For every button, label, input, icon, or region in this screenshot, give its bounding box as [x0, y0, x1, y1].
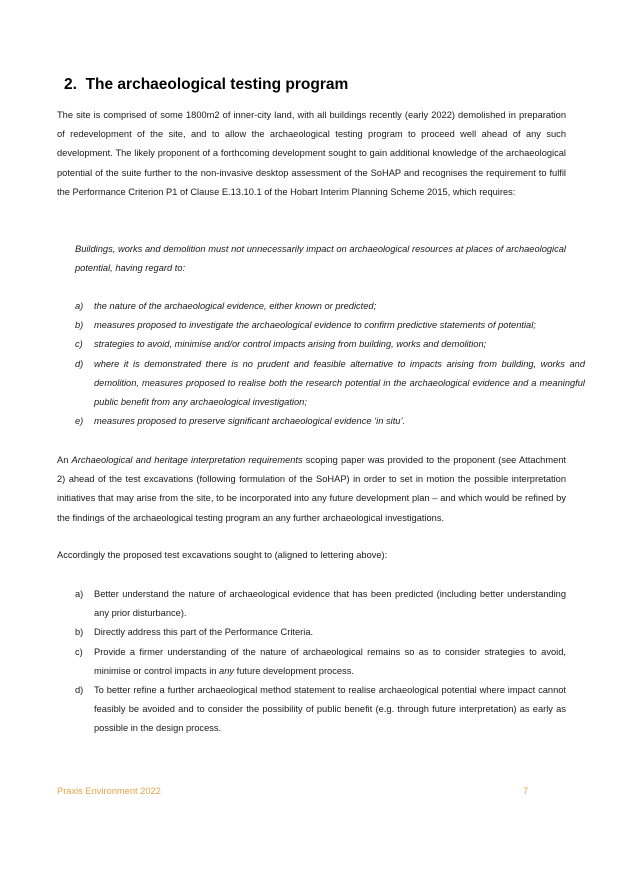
aims-marker: b)	[75, 627, 84, 638]
page-number: 7	[523, 786, 529, 796]
criteria-marker: d)	[75, 358, 84, 369]
para2-pre: An	[57, 455, 72, 465]
criteria-marker: b)	[75, 320, 84, 331]
aims-item	[75, 643, 566, 681]
aims-text: Directly address this part of the Performance Criteria.	[94, 627, 314, 638]
aims-item	[75, 623, 566, 642]
criteria-item	[75, 316, 585, 335]
criteria-item	[75, 297, 585, 316]
criteria-text: the nature of the archaeological evidence, either known or predicted;	[94, 301, 377, 311]
criteria-marker: e)	[75, 416, 84, 427]
paper-title: Archaeological and heritage interpretation requirements	[71, 455, 303, 465]
criteria-text: where it is demonstrated there is no prudent and feasible alternative to impacts arising from building, works and demolition, measures proposed to realise both the research potential in the archaeological evidence and a meaningful public benefit from any archaeological investigation;	[94, 358, 585, 408]
criteria-item	[75, 355, 585, 413]
interpretation-paragraph	[57, 451, 566, 528]
aims-text-emphasis: any	[219, 665, 235, 676]
criteria-text: measures proposed to preserve significant archaeological evidence ‘in situ’.	[94, 416, 406, 427]
aims-item	[75, 681, 566, 739]
aims-text-pre: Provide a firmer understanding of the nature of archaeological remains so as to consider strategies to avoid, minimise or control impacts in	[94, 646, 566, 676]
criteria-item	[75, 335, 585, 354]
section-title: The archaeological testing program	[85, 76, 349, 93]
aims-text-post: future development process.	[234, 665, 354, 676]
criteria-text: strategies to avoid, minimise and/or control impacts arising from building, works and demolition;	[94, 339, 487, 350]
intro-paragraph: The site is comprised of some 1800m2 of inner-city land, with all buildings recently (early 2022) demolished in preparation of redevelopment of the site, and to allow the archaeological testing program to proceed well ahead of any such development. The likely proponent of a forthcoming development sought to gain additional knowledge of the archaeological potential of the suite further to the non-invasive desktop assessment of the SoHAP and recognises the requirement to fulfil the Performance Criterion P1 of Clause E.13.10.1 of the Hobart Interim Planning Scheme 2015, which requires:	[57, 110, 566, 197]
aims-item	[75, 585, 566, 623]
para2-post: scoping paper was provided to the proponent (see Attachment 2) ahead of the test excavations (following formulation of the SoHAP) in order to set in motion the possible interpretation initiatives that may arise from the site, to be incorporated into any future development plan – and which would be refined by the findings of the archaeological testing program an any further archaeological investigations.	[57, 455, 566, 523]
aims-marker: c)	[75, 646, 83, 657]
aims-text: Better understand the nature of archaeological evidence that has been predicted (including better understanding any prior disturbance).	[94, 589, 566, 619]
criteria-list	[75, 297, 585, 431]
criteria-marker: c)	[75, 339, 83, 350]
criteria-text: measures proposed to investigate the archaeological evidence to confirm predictive statements of potential;	[94, 320, 536, 331]
aims-list	[75, 585, 566, 739]
section-number: 2.	[64, 76, 77, 93]
criteria-item	[75, 412, 585, 431]
section-heading	[64, 76, 348, 94]
accordingly-paragraph: Accordingly the proposed test excavations sought to (aligned to lettering above):	[57, 550, 388, 560]
aims-text: To better refine a further archaeological method statement to realise archaeological potential where impact cannot feasibly be avoided and to consider the possibility of public benefit (e.g. through future interpretation) as early as possible in the design process.	[94, 685, 566, 734]
criteria-marker: a)	[75, 301, 84, 311]
aims-marker: a)	[75, 589, 84, 599]
footer-organisation: Praxis Environment 2022	[57, 786, 161, 796]
quoted-criterion: Buildings, works and demolition must not unnecessarily impact on archaeological resources at places of archaeological potential, having regard to:	[75, 244, 566, 274]
aims-marker: d)	[75, 685, 84, 696]
